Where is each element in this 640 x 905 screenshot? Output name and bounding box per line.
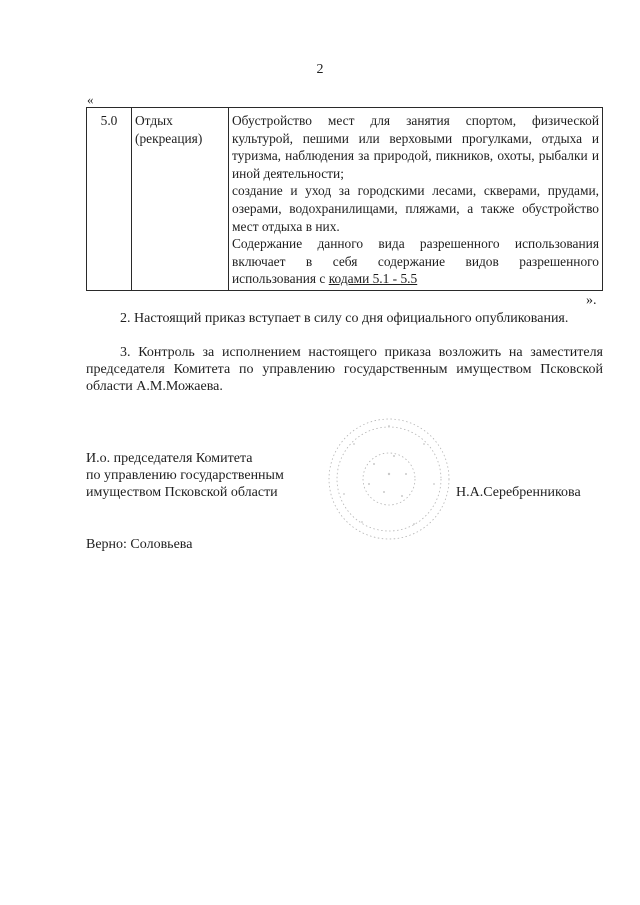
paragraph-3 [86,344,603,395]
use-name: Отдых (рекреация) [132,108,229,291]
paragraph-2-text: 2. Настоящий приказ вступает в силу со дня официального опубликования. [120,311,569,326]
page-number: 2 [316,62,324,77]
paragraph-3-text: 3. Контроль за исполнением настоящего приказа возложить на заместителя председателя Комитета по управлению государственным имуществом Псковской области А.М.Можаева. [86,345,603,394]
table-row [87,108,603,291]
close-quote: ». [586,293,597,308]
description-paragraph-3 [232,235,599,288]
signatory-title-line-3: имуществом Псковской области [86,485,278,500]
description-text: Содержание данного вида разрешенного использования включает в себя содержание видов разрешенного использования с [232,236,599,287]
codes-link[interactable]: кодами 5.1 - 5.5 [328,271,418,287]
signatory-title-line-1: И.о. председателя Комитета [86,451,253,466]
signatory-title-line-2: по управлению государственным [86,468,284,483]
official-seal [314,414,464,544]
description-paragraph-2: создание и уход за городскими лесами, скверами, прудами, озерами, водохранилищами, пляжами, а также обустройство мест отдыха в них. [232,183,599,234]
signatory-title [86,450,284,501]
description-paragraph-1: Обустройство мест для занятия спортом, физической культурой, пешими или верховыми прогулками, отдыха и туризма, наблюдения за природой, пикников, охоты, рыбалки и иной деятельности; [232,113,599,181]
certified-copy-note: Верно: Соловьева [86,537,193,552]
land-use-table [86,107,603,291]
use-code: 5.0 [87,108,132,291]
signatory-name: Н.А.Серебренникова [456,485,581,500]
open-quote: « [87,92,94,107]
use-description [229,108,603,291]
paragraph-2 [86,310,603,327]
